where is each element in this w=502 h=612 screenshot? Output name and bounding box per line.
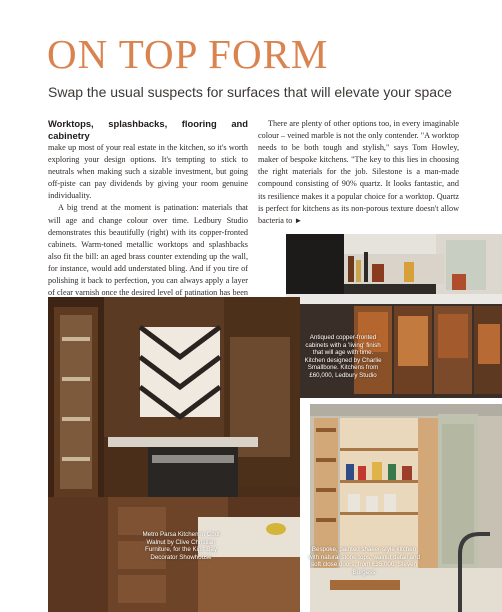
column-right (258, 118, 459, 227)
photo-walnut-kitchen (48, 297, 300, 612)
column-left (48, 118, 248, 311)
photo-pantry-kitchen (310, 404, 502, 612)
standfirst: Swap the usual suspects for surfaces that will elevate your space (48, 84, 452, 100)
pantry-kitchen-illustration (310, 404, 502, 612)
subhead: Worktops, splashbacks, flooring and cabinetry (48, 118, 248, 141)
paragraph-right-1-text: There are plenty of other options too, in every imaginable colour – veined marble is not the only contender. "A worktop needs to be both tough and stylish," says Tom Howley, maker of bespoke kitchens. "The key to this lies in choosing the right materials for the job. Silestone is a man-made compound consisting of 90% quartz. It looks fantastic, and its resilience makes it a popular choice for a worktop. Quartz is perfect for kitchens as its non-porous texture doesn't allow bacteria to (258, 119, 459, 225)
caption-walnut: Metro Parsa Kitchen in Cool Walnut by Clive Christian Furniture, for the Kips Bay Decorator Showhouse (142, 531, 220, 561)
paragraph-left-1: make up most of your real estate in the kitchen, so it's worth exploring your design options. It's tempting to stick to neutrals when making such a sizable investment, but going off-piste can pay dividends by giving your room genuine individuality. (48, 143, 248, 201)
caption-copper: Antiqued copper-fronted cabinets with a 'living' finish that will age with time. Kitchen designed by Charlie Smallbone. Kitchens from £60,000, Ledbury Studio (304, 334, 382, 379)
paragraph-right-1 (258, 118, 459, 227)
headline: ON TOP FORM (47, 31, 329, 77)
paragraph-left-2: A big trend at the moment is patination: materials that will age and change colour over time. Ledbury Studio demonstrates this beautifully (right) with its copper-fronted cabinets. Warm-toned metallic worktops and splashbacks also fit the bill: an aged brass counter extending up the wall, for instance, would add understated bling. And if you tire of polishing it back to perfection, you can always apply a layer of clear varnish once the desired level of patination has been (48, 203, 248, 298)
walnut-kitchen-illustration (48, 297, 300, 612)
caption-pantry: Bespoke, painted shaker-style kitchen with natural stone tops, walnut detail and soft close doors, from £35,000, Steven Burgess (308, 546, 420, 576)
continue-arrow-icon: ► (294, 215, 303, 225)
